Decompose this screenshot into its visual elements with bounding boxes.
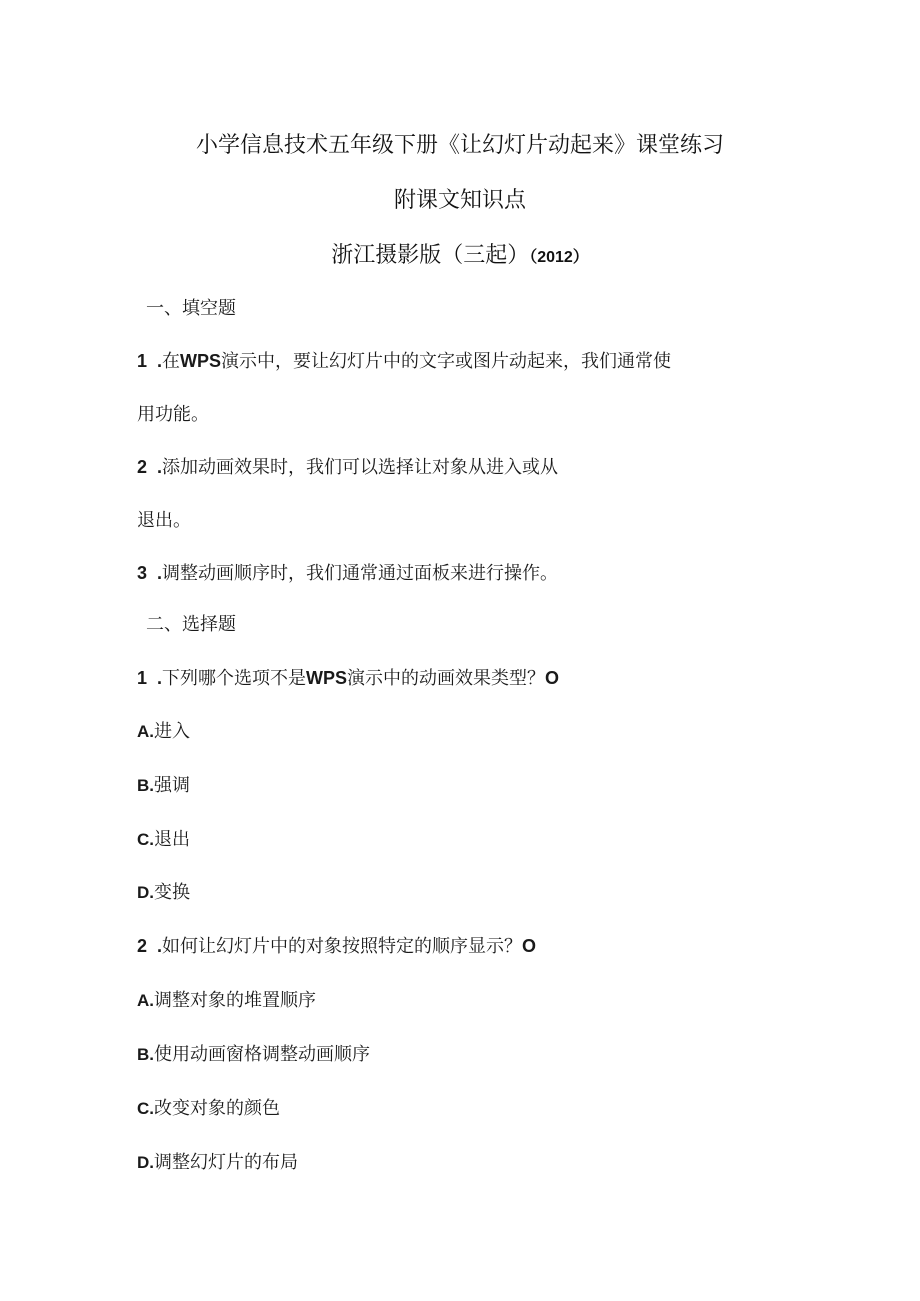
question-number: 1: [137, 351, 148, 371]
choice-option-d: [137, 1148, 298, 1174]
section-heading-choice: 二、选择题: [146, 614, 236, 635]
choice-option-d: [137, 878, 190, 904]
question-text: 演示中的动画效果类型？: [347, 668, 546, 689]
fill-question-2-continued: 退出。: [137, 510, 191, 531]
option-text: 调整幻灯片的布局: [154, 1152, 298, 1173]
fill-question-3: [137, 559, 558, 585]
question-number: 1: [137, 668, 148, 688]
choice-question-1: [137, 664, 559, 690]
question-text: 演示中，要让幻灯片中的文字或图片动起来，我们通常使: [221, 351, 672, 372]
choice-option-b: [137, 1040, 370, 1066]
question-text: 如何让幻灯片中的对象按照特定的顺序显示？: [162, 936, 523, 957]
question-text-pre: 在: [162, 351, 181, 372]
option-label: C.: [137, 1099, 154, 1118]
question-text: 调整动画顺序时，我们通常通过面板来进行操作。: [162, 563, 559, 584]
question-dot: .: [157, 457, 163, 477]
option-label: A.: [137, 991, 154, 1010]
question-dot: .: [157, 668, 163, 688]
question-dot: .: [157, 936, 163, 956]
question-text-pre: 下列哪个选项不是: [162, 668, 307, 689]
option-text: 使用动画窗格调整动画顺序: [154, 1044, 370, 1065]
option-text: 进入: [154, 721, 190, 742]
question-text-wps: WPS: [180, 351, 222, 371]
question-text: 添加动画效果时，我们可以选择让对象从进入或从: [162, 457, 559, 478]
option-label: B.: [137, 1045, 154, 1064]
fill-question-1: [137, 347, 671, 373]
document-title: 小学信息技术五年级下册《让幻灯片动起来》课堂练习: [195, 133, 724, 158]
edition-year: （2012）: [529, 249, 589, 266]
option-label: D.: [137, 883, 154, 902]
option-text: 退出: [154, 829, 190, 850]
edition-text: 浙江摄影版（三起）: [331, 243, 530, 268]
option-text: 强调: [154, 775, 190, 796]
option-label: D.: [137, 1153, 154, 1172]
question-number: 3: [137, 563, 148, 583]
document-subtitle: 附课文知识点: [393, 188, 526, 213]
choice-option-a: [137, 986, 316, 1012]
answer-blank: O: [545, 668, 560, 688]
fill-question-2: [137, 453, 558, 479]
option-text: 变换: [154, 882, 190, 903]
answer-blank: O: [522, 936, 537, 956]
fill-question-1-continued: 用功能。: [137, 404, 209, 425]
choice-option-a: [137, 717, 190, 743]
question-number: 2: [137, 936, 148, 956]
section-heading-fill-blank: 一、填空题: [146, 298, 236, 319]
option-text: 调整对象的堆置顺序: [154, 990, 316, 1011]
choice-option-c: [137, 1094, 280, 1120]
choice-question-2: [137, 932, 536, 958]
question-number: 2: [137, 457, 148, 477]
choice-option-c: [137, 825, 190, 851]
question-dot: .: [157, 563, 163, 583]
question-text-wps: WPS: [306, 668, 348, 688]
document-edition: [0, 238, 920, 269]
question-dot: .: [157, 351, 163, 371]
option-label: A.: [137, 722, 154, 741]
option-label: B.: [137, 776, 154, 795]
choice-option-b: [137, 771, 190, 797]
option-text: 改变对象的颜色: [154, 1098, 280, 1119]
option-label: C.: [137, 830, 154, 849]
